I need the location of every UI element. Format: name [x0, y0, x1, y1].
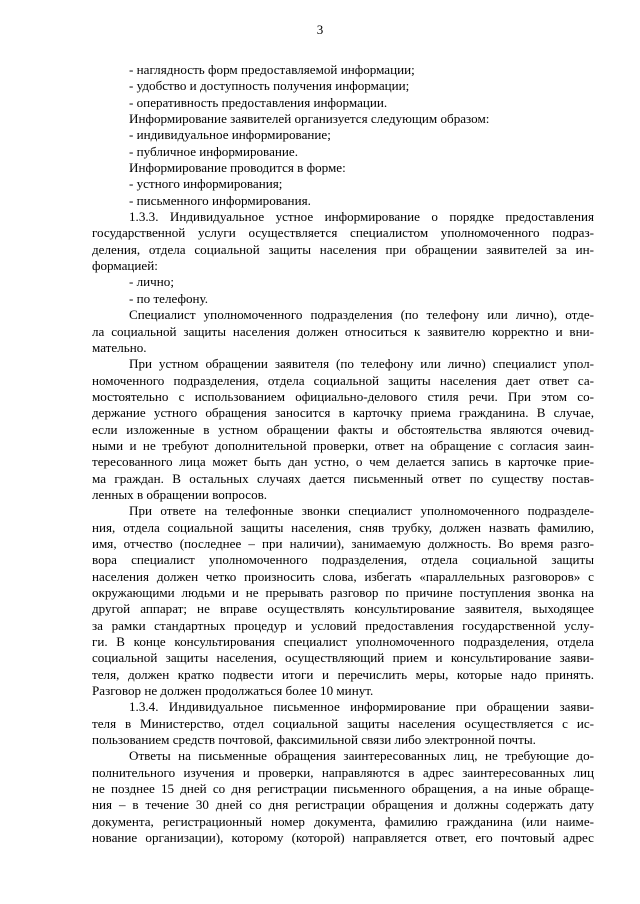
text-line: имя, отчество (последнее – при наличии), занимаемую должность. Во время разго-: [92, 535, 594, 551]
text-line: нование организации), которому (которой) направляется ответ, его почтовый адрес: [92, 830, 594, 846]
text-line: Ответы на письменные обращения заинтересованных лиц, не требующие до-: [129, 748, 594, 764]
text-line: ния – в течение 30 дней со дня регистрации обращения и должны содержать дату: [92, 797, 594, 813]
text-line: ма граждан. В остальных случаях дается письменный ответ по существу постав-: [92, 470, 594, 486]
text-line: деления, отдела социальной защиты населения при обращении заявителей за ин-: [92, 241, 594, 257]
text-line: социальной защиты населения, осуществляющий прием и консультирование заяви-: [92, 650, 594, 666]
text-line: ленных в обращении вопросов.: [92, 486, 268, 502]
text-line: пользованием средств почтовой, факсимильной связи либо электронной почты.: [92, 732, 536, 748]
text-line: теля, должен кратко подвести итоги и перечислить меры, которые надо принять.: [92, 666, 594, 682]
text-line: Информирование проводится в форме:: [129, 160, 346, 176]
text-line: полнительного изучения и проверки, направляются в адрес заинтересованных лиц: [92, 764, 594, 780]
text-line: - устного информирования;: [129, 176, 283, 192]
text-line: окружающими людьми и не прерывать разговор по причине поступления звонка на: [92, 585, 594, 600]
text-line: - лично;: [129, 274, 174, 290]
text-line: населения должен четко произносить слова, избегать «параллельных разговоров» с: [92, 568, 594, 584]
text-line: Специалист уполномоченного подразделения (по телефону или лично), отде-: [129, 307, 594, 323]
text-line: ния, отдела социальной защиты населения, сняв трубку, должен назвать фамилию,: [92, 519, 594, 535]
text-line: ги. В конце консультирования специалист уполномоченного подразделения, отдела: [92, 634, 594, 650]
text-line: 1.3.3. Индивидуальное устное информирование о порядке предоставления: [129, 209, 594, 225]
text-line: за рамки стандартных процедур и условий предоставления государственной услу-: [92, 617, 594, 633]
text-line: - оперативность предоставления информации.: [129, 94, 388, 110]
text-line: 1.3.4. Индивидуальное письменное информирование при обращении заяви-: [129, 699, 594, 715]
text-line: тересованного лица может быть дан устно, о чем делается запись в карточке прие-: [92, 454, 594, 470]
text-line: - публичное информирование.: [129, 143, 298, 159]
document-body: [92, 62, 594, 847]
text-line: - письменного информирования.: [129, 192, 311, 208]
page-number: 3: [316, 22, 324, 37]
text-line: Разговор не должен продолжаться более 10 минут.: [92, 683, 374, 699]
text-line: При ответе на телефонные звонки специалист уполномоченного подразделе-: [129, 503, 594, 519]
text-line: - по телефону.: [129, 290, 209, 306]
text-line: ла социальной защиты населения должен относиться к заявителю корректно и вни-: [92, 323, 594, 339]
text-line: Информирование заявителей организуется следующим образом:: [129, 111, 490, 127]
text-line: мостоятельно с использованием официально-делового стиля речи. При этом со-: [92, 388, 594, 404]
text-line: При устном обращении заявителя (по телефону или лично) специалист упол-: [129, 356, 594, 372]
text-line: держание устного обращения заносится в карточку приема гражданина. В случае,: [92, 405, 594, 421]
text-line: - индивидуальное информирование;: [129, 127, 331, 143]
text-line: теля в Министерство, отдел социальной защиты населения осуществляется с ис-: [92, 715, 594, 731]
text-line: - удобство и доступность получения информации;: [129, 78, 410, 94]
text-line: если изложенные в устном обращении факты и обстоятельства являются очевид-: [92, 421, 594, 437]
text-line: ными и не требуют дополнительной проверки, ответ на обращение с согласия заин-: [92, 437, 594, 453]
text-line: не позднее 15 дней со дня регистрации письменного обращения, а на иные обраще-: [92, 781, 594, 797]
text-line: другой аппарат; не вправе осуществлять консультирование заявителя, выходящее: [92, 601, 594, 617]
text-line: вора специалист уполномоченного подразделения, отдела социальной защиты: [92, 552, 594, 568]
text-line: формацией:: [92, 258, 158, 274]
text-line: государственной услуги осуществляется специалистом уполномоченного подраз-: [92, 225, 594, 241]
text-line: мательно.: [92, 339, 147, 355]
text-line: документа, регистрационный номер документа, фамилию гражданина (или наиме-: [92, 813, 594, 829]
text-line: номоченного подразделения, отдела социальной защиты населения дает ответ са-: [92, 372, 594, 388]
text-line: - наглядность форм предоставляемой информации;: [129, 62, 415, 77]
